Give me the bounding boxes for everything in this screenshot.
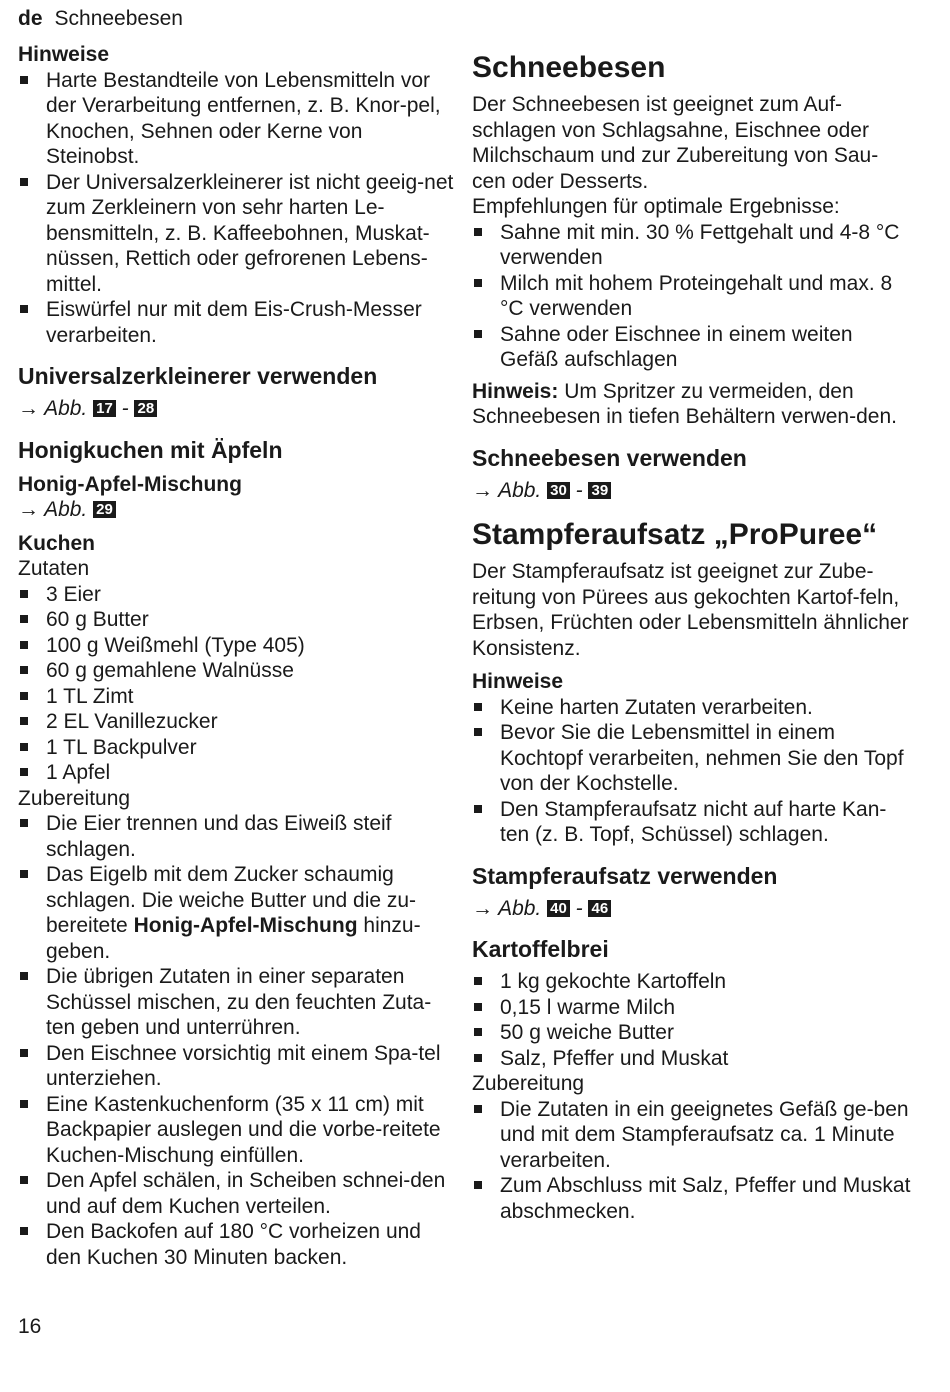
section-heading-honigkuchen: Honigkuchen mit Äpfeln: [18, 436, 283, 463]
list-item: Salz, Pfeffer und Muskat: [472, 1046, 912, 1072]
stampfer-hinweise-list: [472, 695, 912, 848]
section-title-stampfer: Stampferaufsatz „ProPuree“: [472, 518, 878, 551]
zubereitung-label: Zubereitung: [472, 1072, 585, 1095]
list-item: Keine harten Zutaten verarbeiten.: [472, 695, 912, 721]
figure-badge: 39: [588, 482, 611, 499]
list-item: Der Universalzerkleinerer ist nicht geeig-net zum Zerkleinern von sehr harten Le-bensmitteln, z. B. Kaffeebohnen, Muskat-nüssen, Rettich oder gefrorenen Lebens-mittel.: [18, 170, 458, 298]
figure-badge: 29: [93, 501, 116, 518]
paragraph: Der Stampferaufsatz ist geeignet zur Zube-reitung von Pürees aus gekochten Kartof-feln, Erbsen, Früchten oder Lebensmitteln ähnlicher Konsistenz.: [472, 560, 909, 660]
list-item: 3 Eier: [18, 582, 458, 608]
list-item: Den Eischnee vorsichtig mit einem Spa-tel unterziehen.: [18, 1041, 458, 1092]
list-item: Die Eier trennen und das Eiweiß steif schlagen.: [18, 811, 458, 862]
hinweis-label: Hinweis:: [472, 379, 559, 403]
zubereitung-label: Zubereitung: [18, 786, 131, 810]
list-item: 1 TL Zimt: [18, 684, 458, 710]
list-item: Eiswürfel nur mit dem Eis-Crush-Messer verarbeiten.: [18, 297, 458, 348]
arrow-right-icon: →: [472, 478, 493, 502]
zutaten-list: [18, 582, 458, 786]
empfehlungen-list: [472, 220, 912, 373]
list-item: Harte Bestandteile von Lebensmitteln vor der Verarbeitung entfernen, z. B. Knor-pel, Knochen, Sehnen oder Kerne von Steinobst.: [18, 68, 458, 170]
subheading-stampfer-verwenden: Stampferaufsatz verwenden: [472, 862, 778, 889]
page-number: 16: [18, 1315, 42, 1338]
language-code: de: [18, 7, 43, 30]
figure-badge: 17: [93, 400, 116, 417]
section-title-schneebesen: Schneebesen: [472, 51, 666, 84]
list-item: 1 Apfel: [18, 760, 458, 786]
list-item: Den Backofen auf 180 °C vorheizen und den Kuchen 30 Minuten backen.: [18, 1219, 458, 1270]
list-item: 60 g Butter: [18, 607, 458, 633]
left-column: [18, 42, 458, 1270]
paragraph: Der Schneebesen ist geeignet zum Auf-schlagen von Schlagsahne, Eischnee oder Milchschaum und zur Zubereitung von Sau-cen oder Desserts.: [472, 93, 879, 193]
figure-reference: → Abb. 40 - 46: [472, 896, 912, 922]
list-item: Die Zutaten in ein geeignetes Gefäß ge-ben und mit dem Stampferaufsatz ca. 1 Minute verarbeiten.: [472, 1097, 912, 1174]
list-item: Das Eigelb mit dem Zucker schaumig schlagen. Die weiche Butter und die zu-bereitete Honig-Apfel-Mischung hinzu-geben.: [18, 862, 458, 964]
hinweis-paragraph: Hinweis: Um Spritzer zu vermeiden, den Schneebesen in tiefen Behältern verwen-den.: [472, 379, 897, 428]
figure-badge: 28: [134, 400, 157, 417]
list-item: Zum Abschluss mit Salz, Pfeffer und Muskat abschmecken.: [472, 1173, 912, 1224]
figure-badge: 30: [547, 482, 570, 499]
list-item: 50 g weiche Butter: [472, 1020, 912, 1046]
list-item: Den Stampferaufsatz nicht auf harte Kan-ten (z. B. Topf, Schüssel) schlagen.: [472, 797, 912, 848]
figure-badge: 40: [547, 900, 570, 917]
kartoffel-zutaten-list: [472, 969, 912, 1071]
header-title: Schneebesen: [54, 7, 183, 30]
subheading-mischung: Honig-Apfel-Mischung: [18, 472, 242, 496]
section-heading-universal: Universalzerkleinerer verwenden: [18, 363, 378, 389]
list-item: 1 kg gekochte Kartoffeln: [472, 969, 912, 995]
list-item: 100 g Weißmehl (Type 405): [18, 633, 458, 659]
list-item: Den Apfel schälen, in Scheiben schnei-den und auf dem Kuchen verteilen.: [18, 1168, 458, 1219]
list-item: Sahne mit min. 30 % Fettgehalt und 4-8 °C verwenden: [472, 220, 912, 271]
hinweise-heading: Hinweise: [18, 43, 110, 66]
kartoffel-steps-list: [472, 1097, 912, 1225]
figure-badge: 46: [588, 900, 611, 917]
list-item: Milch mit hohem Proteingehalt und max. 8 °C verwenden: [472, 271, 912, 322]
arrow-right-icon: →: [18, 397, 39, 420]
zubereitung-list: [18, 811, 458, 1270]
list-item: Bevor Sie die Lebensmittel in einem Kochtopf verarbeiten, nehmen Sie den Topf von der Kochstelle.: [472, 720, 912, 797]
subheading-schneebesen-verwenden: Schneebesen verwenden: [472, 444, 747, 471]
arrow-right-icon: →: [18, 498, 39, 521]
list-item: Eine Kastenkuchenform (35 x 11 cm) mit Backpapier auslegen und die vorbe-reitete Kuchen-Mischung einfüllen.: [18, 1092, 458, 1169]
list-item: 60 g gemahlene Walnüsse: [18, 658, 458, 684]
list-item: 0,15 l warme Milch: [472, 995, 912, 1021]
zutaten-label: Zutaten: [18, 557, 90, 580]
subheading-kartoffelbrei: Kartoffelbrei: [472, 936, 609, 962]
right-column: [472, 50, 912, 1224]
figure-reference: → Abb. 17 - 28: [18, 396, 458, 422]
paragraph: Empfehlungen für optimale Ergebnisse:: [472, 195, 840, 218]
subheading-hinweise: Hinweise: [472, 670, 564, 693]
hinweise-list: [18, 68, 458, 349]
figure-reference: → Abb. 30 - 39: [472, 478, 912, 504]
list-item: 1 TL Backpulver: [18, 735, 458, 761]
list-item: 2 EL Vanillezucker: [18, 709, 458, 735]
list-item: Die übrigen Zutaten in einer separaten Schüssel mischen, zu den feuchten Zuta-ten geben und unterrühren.: [18, 964, 458, 1041]
figure-reference: → Abb. 29: [18, 497, 458, 523]
arrow-right-icon: →: [472, 896, 493, 920]
page-header: [18, 6, 183, 32]
subheading-kuchen: Kuchen: [18, 531, 96, 555]
bold-term: Honig-Apfel-Mischung: [133, 914, 358, 937]
list-item: Sahne oder Eischnee in einem weiten Gefäß aufschlagen: [472, 322, 912, 373]
